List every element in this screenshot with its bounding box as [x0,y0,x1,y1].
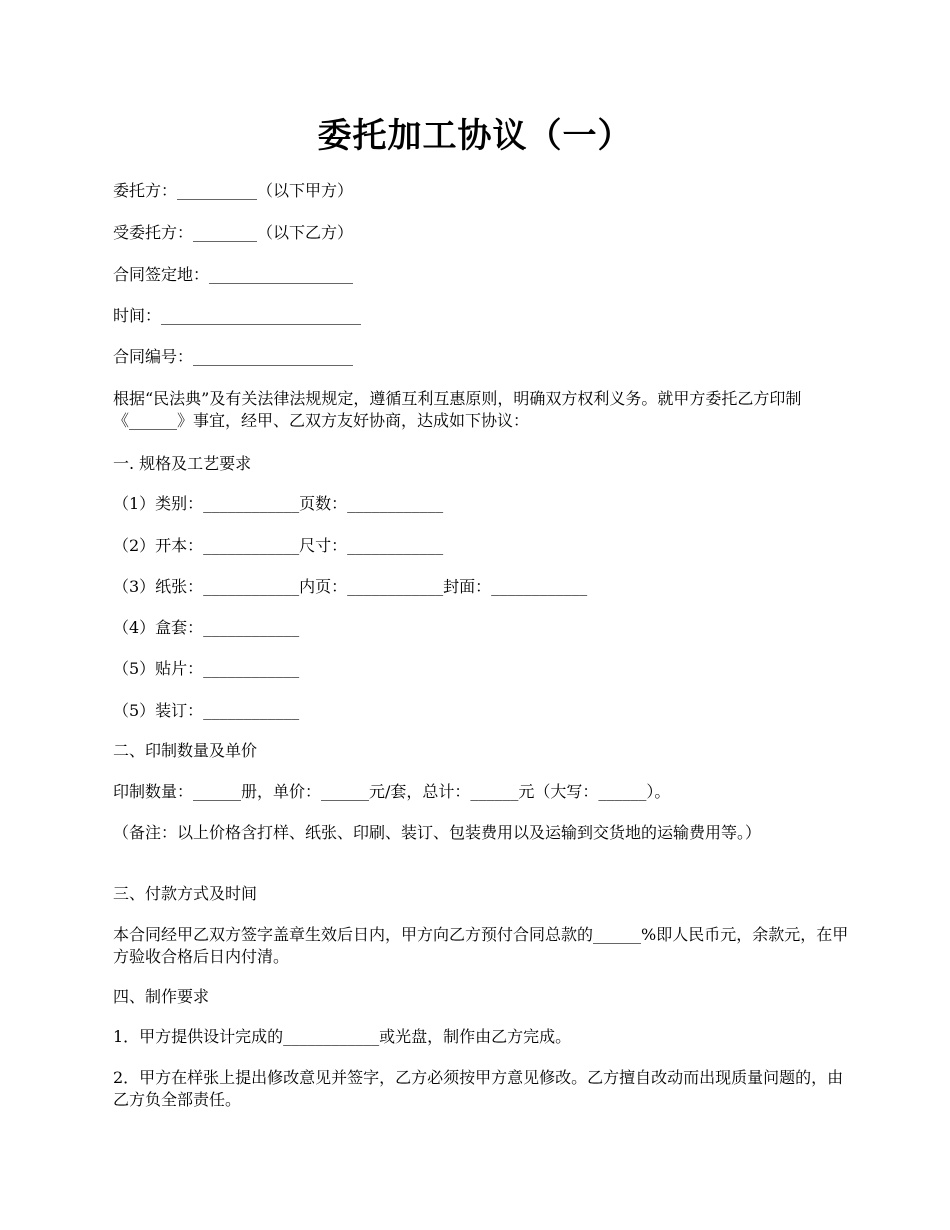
document-title: 委托加工协议（一） [317,116,633,156]
spec-item-category: （1）类别：____________页数：____________ [113,494,444,513]
intro-paragraph: 根据“民法典”及有关法律法规规定，遵循互利互惠原则，明确双方权利义务。就甲方委托乙方印制《______》事宜，经甲、乙双方友好协商，达成如下协议： [113,389,802,430]
spec-item-format: （2）开本：____________尺寸：____________ [113,536,444,555]
section3-heading: 三、付款方式及时间 [113,884,258,903]
spec-item-paper: （3）纸张：____________内页：____________封面：____________ [113,577,588,596]
section1-heading: 一. 规格及工艺要求 [113,454,252,473]
sign-place-line: 合同签定地：__________________ [113,265,354,284]
production-item-2: 2．甲方在样张上提出修改意见并签字，乙方必须按甲方意见修改。乙方擅自改动而出现质量问题的，由乙方负全部责任。 [113,1068,844,1109]
section4-heading: 四、制作要求 [113,987,210,1006]
contract-number-line: 合同编号：____________________ [113,347,354,366]
quantity-price-line: 印制数量：______册，单价：______元/套，总计：______元（大写：______）。 [113,782,671,801]
contractor-party-line: 受委托方：________（以下乙方） [113,223,354,242]
production-item-1: 1．甲方提供设计完成的____________或光盘，制作由乙方完成。 [113,1027,572,1046]
spec-item-lamination: （5）贴片：____________ [113,659,300,678]
spec-item-binding: （5）装订：____________ [113,701,300,720]
client-party-line: 委托方：__________（以下甲方） [113,181,354,200]
spec-item-box: （4）盒套：____________ [113,618,300,637]
price-note: （备注：以上价格含打样、纸张、印刷、装订、包装费用以及运输到交货地的运输费用等。） [113,823,762,842]
payment-paragraph: 本合同经甲乙双方签字盖章生效后日内，甲方向乙方预付合同总款的______%即人民币元，余款元，在甲方验收合格后日内付清。 [113,925,849,966]
time-line: 时间：_________________________ [113,306,362,325]
section2-heading: 二、印制数量及单价 [113,741,258,760]
